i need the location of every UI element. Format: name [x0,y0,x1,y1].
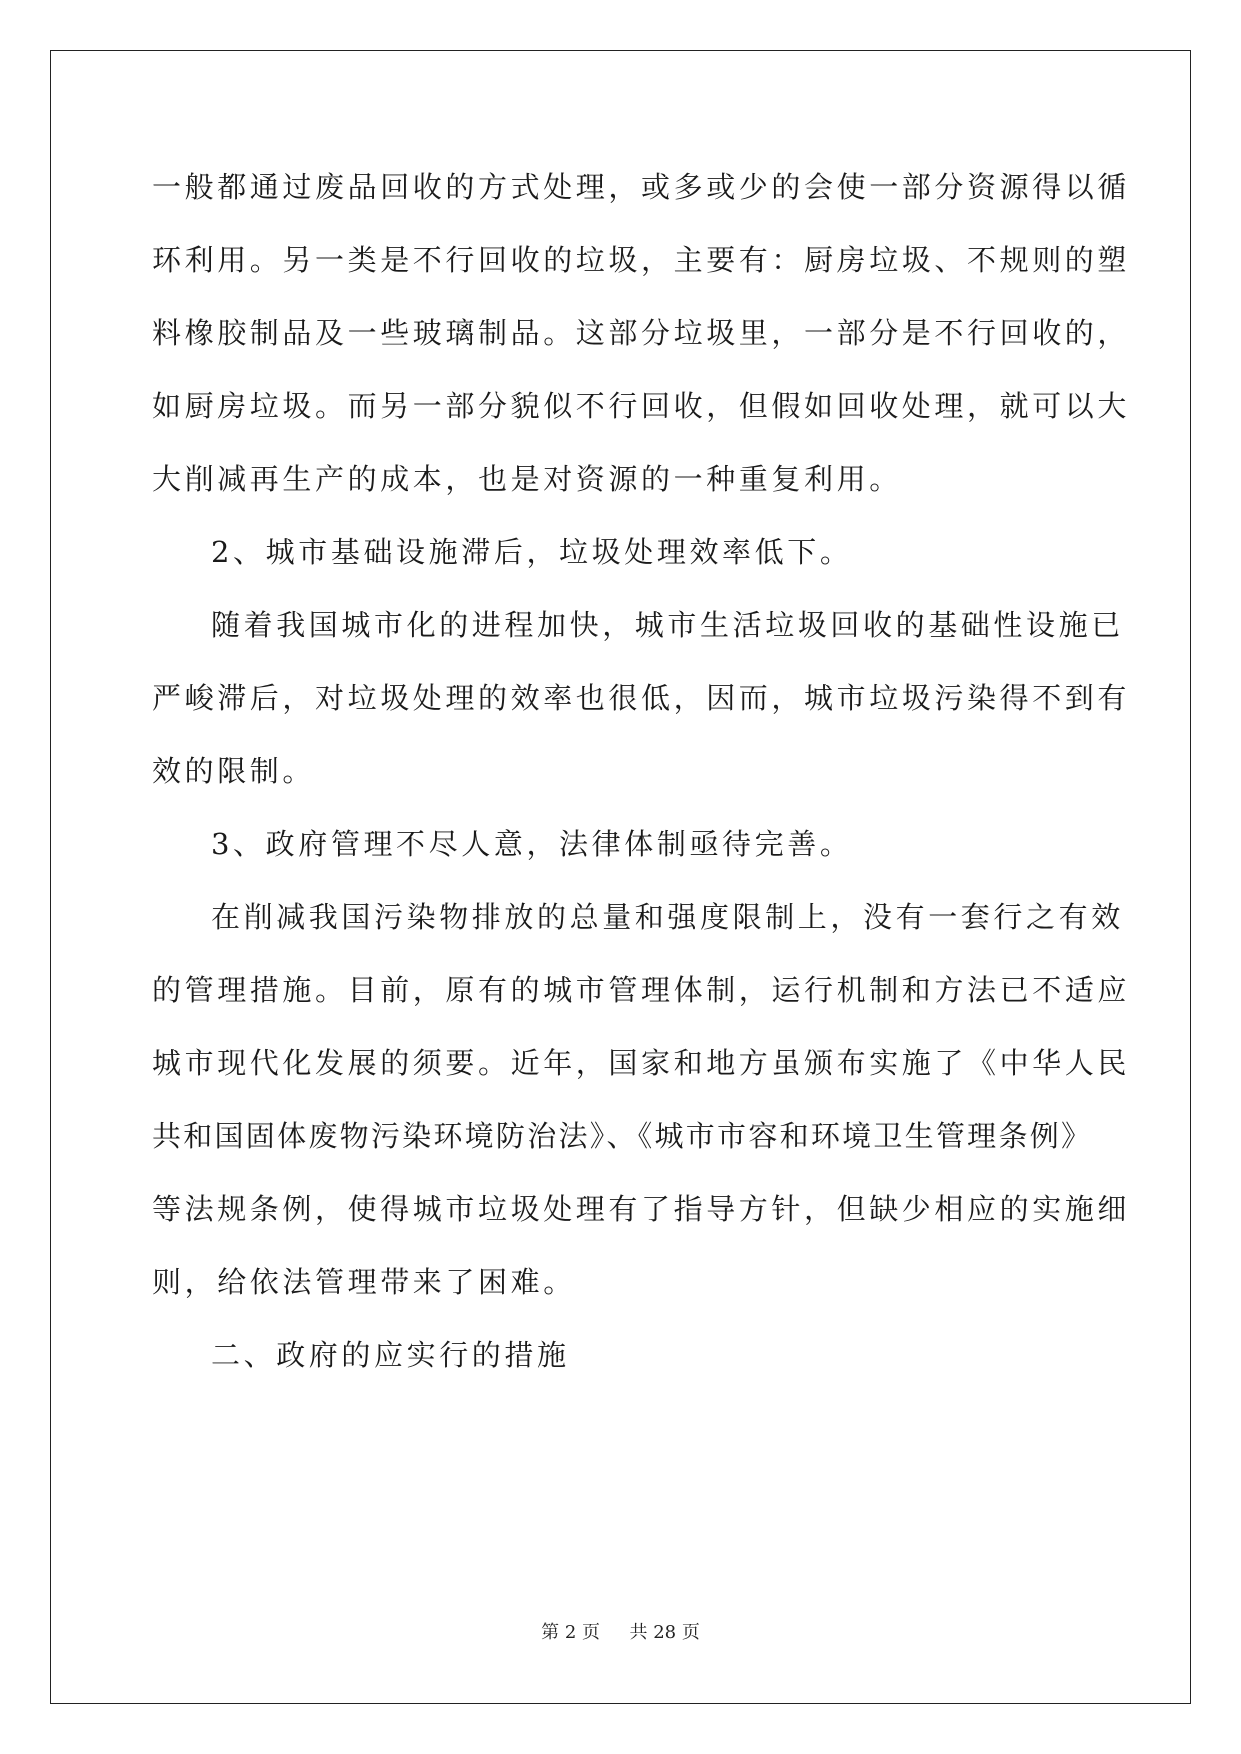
text-line: 大削减再生产的成本，也是对资源的一种重复利用。 [152,462,902,496]
text-line: 料橡胶制品及一些玻璃制品。这部分垃圾里，一部分是不行回收的， [152,316,1131,350]
page-footer [0,1618,1241,1644]
page-border [50,50,1191,1704]
text-line: 环利用。另一类是不行回收的垃圾，主要有：厨房垃圾、不规则的塑 [152,243,1131,277]
page-number: 第 2 页 [541,1622,601,1643]
text-line: 效的限制。 [152,754,316,788]
section-heading: 3、政府管理不尽人意，法律体制亟待完善。 [211,827,853,861]
text-line: 一般都通过废品回收的方式处理，或多或少的会使一部分资源得以循 [152,170,1131,204]
text-line: 在削减我国污染物排放的总量和强度限制上，没有一套行之有效 [211,900,1124,934]
text-line: 严峻滞后，对垃圾处理的效率也很低，因而，城市垃圾污染得不到有 [152,681,1131,715]
text-line: 随着我国城市化的进程加快，城市生活垃圾回收的基础性设施已 [211,608,1124,642]
text-line: 如厨房垃圾。而另一部分貌似不行回收，但假如回收处理，就可以大 [152,389,1131,423]
text-line: 的管理措施。目前，原有的城市管理体制，运行机制和方法已不适应 [152,973,1131,1007]
section-heading: 2、城市基础设施滞后，垃圾处理效率低下。 [211,535,853,569]
section-heading: 二、政府的应实行的措施 [211,1338,570,1372]
text-line: 共和国固体废物污染环境防治法》、《城市市容和环境卫生管理条例》 [152,1119,1090,1153]
text-line: 则，给依法管理带来了困难。 [152,1265,576,1299]
text-line: 城市现代化发展的须要。近年，国家和地方虽颁布实施了《中华人民 [152,1046,1131,1080]
total-pages: 共 28 页 [629,1622,700,1643]
text-line: 等法规条例，使得城市垃圾处理有了指导方针，但缺少相应的实施细 [152,1192,1131,1226]
